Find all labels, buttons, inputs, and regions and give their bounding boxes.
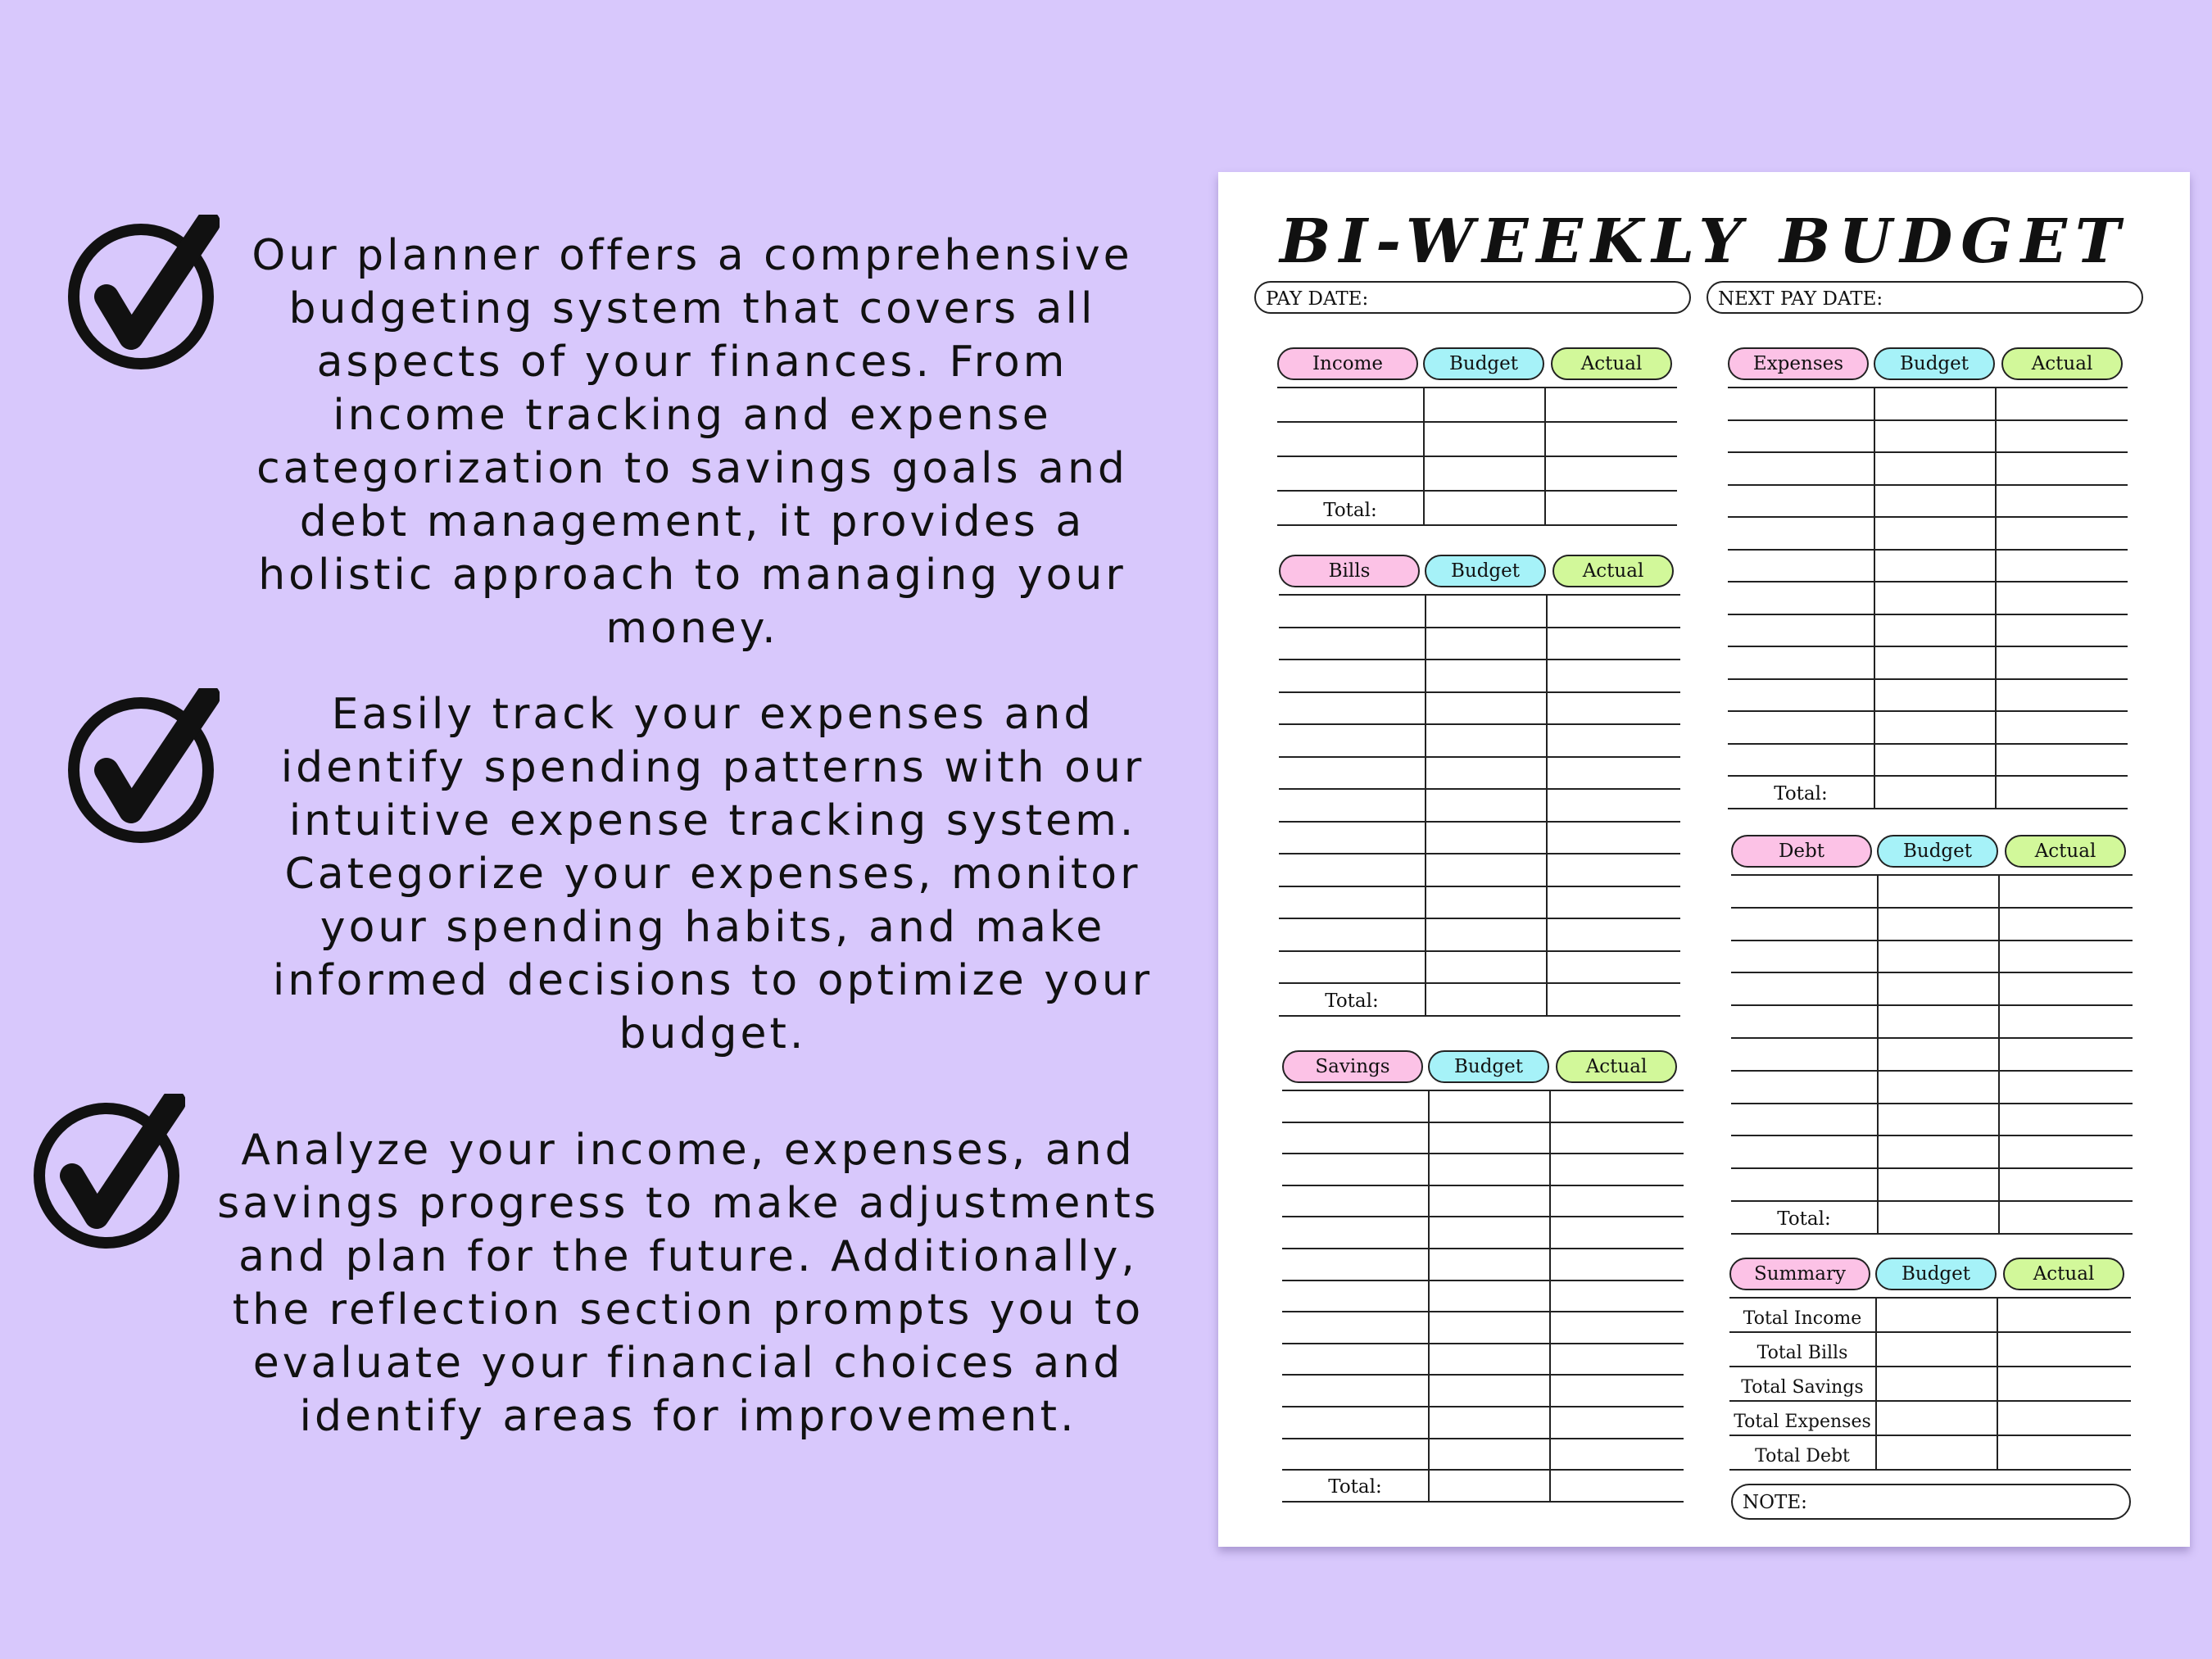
column-divider [1875,1436,1877,1469]
column-divider [1877,1136,1879,1167]
column-divider [1874,551,1875,582]
column-divider [1995,680,1997,711]
expenses-table[interactable] [1728,387,2128,809]
column-divider [1877,1104,1879,1135]
column-divider [1546,660,1548,691]
column-divider [1998,1039,2000,1070]
column-divider [1995,421,1997,452]
next-pay-date-field[interactable] [1707,281,2143,314]
column-divider [1425,758,1426,789]
column-divider [1425,887,1426,918]
table-row[interactable] [1279,693,1680,726]
column-divider [1998,909,2000,940]
summary-row[interactable] [1729,1333,2131,1367]
savings-budget-tag: Budget [1428,1050,1549,1083]
column-divider [1428,1217,1430,1248]
column-divider [1995,647,1997,678]
summary-row-label: Total Savings [1741,1377,1864,1398]
table-row[interactable] [1282,1407,1684,1439]
column-divider [1428,1154,1430,1185]
column-divider [1549,1217,1551,1248]
column-divider [1874,745,1875,776]
column-divider [1877,1202,1879,1233]
expenses-budget-tag: Budget [1874,347,1995,380]
table-row[interactable] [1731,1202,2133,1235]
column-divider [1874,388,1875,419]
table-row[interactable] [1279,854,1680,887]
table-row[interactable] [1282,1281,1684,1313]
column-divider [1995,745,1997,776]
column-divider [1997,1402,1998,1435]
column-divider [1877,973,1879,1004]
expenses-actual-tag: Actual [2001,347,2123,380]
table-row[interactable] [1728,582,2128,615]
column-divider [1428,1249,1430,1280]
column-divider [1877,941,1879,972]
column-divider [1423,492,1425,524]
summary-row[interactable] [1729,1402,2131,1436]
total-label: Total: [1323,500,1377,521]
table-row[interactable] [1282,1091,1684,1123]
column-divider [1546,952,1548,983]
column-divider [1877,876,1879,907]
pay-date-field[interactable] [1254,281,1691,314]
column-divider [1546,725,1548,756]
table-row[interactable] [1279,660,1680,693]
column-divider [1425,693,1426,724]
table-row[interactable] [1282,1471,1684,1503]
summary-row-label: Total Income [1743,1308,1862,1329]
column-divider [1425,952,1426,983]
column-divider [1428,1312,1430,1343]
column-divider [1546,823,1548,854]
table-row[interactable] [1728,680,2128,713]
column-divider [1549,1249,1551,1280]
column-divider [1546,790,1548,821]
column-divider [1546,596,1548,627]
table-row[interactable] [1279,628,1680,661]
column-divider [1998,1169,2000,1200]
column-divider [1998,1202,2000,1233]
savings-actual-tag: Actual [1556,1050,1677,1083]
column-divider [1425,984,1426,1015]
column-divider [1998,1104,2000,1135]
column-divider [1995,453,1997,484]
column-divider [1423,388,1425,421]
column-divider [1428,1376,1430,1406]
column-divider [1546,628,1548,660]
table-row[interactable] [1279,952,1680,985]
table-row[interactable] [1277,492,1677,526]
table-row[interactable] [1279,984,1680,1017]
savings-tag: Savings [1282,1050,1423,1083]
column-divider [1425,596,1426,627]
planner-title: BI-WEEKLY BUDGET [1280,206,2128,277]
summary-actual-tag: Actual [2003,1258,2124,1290]
column-divider [1546,854,1548,886]
column-divider [1997,1333,1998,1366]
column-divider [1877,1039,1879,1070]
total-label: Total: [1777,1208,1831,1230]
summary-row-label: Total Expenses [1734,1412,1871,1432]
table-row[interactable] [1731,1039,2133,1072]
column-divider [1425,823,1426,854]
table-row[interactable] [1731,876,2133,909]
table-row[interactable] [1728,551,2128,583]
column-divider [1874,582,1875,614]
column-divider [1995,712,1997,743]
column-divider [1874,518,1875,549]
budget-planner-sheet [1218,172,2190,1547]
column-divider [1544,423,1546,456]
column-divider [1875,1367,1877,1400]
column-divider [1549,1123,1551,1154]
table-row[interactable] [1731,1136,2133,1169]
income-table[interactable] [1277,387,1677,526]
column-divider [1425,790,1426,821]
column-divider [1874,486,1875,517]
table-row[interactable] [1279,790,1680,823]
summary-budget-tag: Budget [1875,1258,1997,1290]
table-row[interactable] [1282,1186,1684,1218]
table-row[interactable] [1277,388,1677,423]
table-row[interactable] [1731,941,2133,974]
column-divider [1544,492,1546,524]
column-divider [1877,1072,1879,1103]
column-divider [1546,984,1548,1015]
column-divider [1425,660,1426,691]
column-divider [1997,1299,1998,1331]
column-divider [1549,1344,1551,1375]
debt-actual-tag: Actual [2005,835,2126,868]
column-divider [1874,777,1875,808]
column-divider [1998,941,2000,972]
column-divider [1995,486,1997,517]
table-row[interactable] [1279,758,1680,791]
column-divider [1874,712,1875,743]
column-divider [1428,1407,1430,1438]
total-label: Total: [1325,990,1379,1012]
bills-budget-tag: Budget [1425,555,1546,587]
summary-row[interactable] [1729,1367,2131,1402]
pay-date-label: PAY DATE: [1266,288,1369,310]
column-divider [1546,693,1548,724]
expenses-tag: Expenses [1728,347,1869,380]
column-divider [1874,615,1875,646]
column-divider [1549,1281,1551,1312]
column-divider [1549,1376,1551,1406]
table-row[interactable] [1282,1344,1684,1376]
column-divider [1995,582,1997,614]
table-row[interactable] [1282,1154,1684,1186]
column-divider [1428,1439,1430,1470]
summary-row-label: Total Debt [1755,1446,1850,1466]
bills-actual-tag: Actual [1552,555,1674,587]
column-divider [1428,1281,1430,1312]
column-divider [1874,647,1875,678]
checkmark-circle-icon [64,688,220,844]
summary-row-label: Total Bills [1756,1343,1848,1363]
summary-tag: Summary [1729,1258,1870,1290]
summary-row[interactable] [1729,1436,2131,1471]
column-divider [1423,423,1425,456]
column-divider [1549,1439,1551,1470]
checkmark-circle-icon [29,1094,185,1249]
table-row[interactable] [1279,887,1680,920]
table-row[interactable] [1279,596,1680,628]
table-row[interactable] [1277,423,1677,457]
column-divider [1877,1006,1879,1037]
column-divider [1544,388,1546,421]
column-divider [1995,777,1997,808]
column-divider [1425,725,1426,756]
column-divider [1875,1333,1877,1366]
table-row[interactable] [1728,421,2128,454]
feature-text-2: Easily track your expenses and identify spending patterns with our intuitive expense tracking system. Categorize your expenses, monitor your spending habits, and make informed decisions to optimize your budget. [272,690,1154,1058]
column-divider [1995,615,1997,646]
column-divider [1428,1471,1430,1501]
table-row[interactable] [1282,1217,1684,1249]
total-label: Total: [1774,782,1828,805]
table-row[interactable] [1731,1169,2133,1202]
table-row[interactable] [1282,1249,1684,1281]
column-divider [1998,1072,2000,1103]
table-row[interactable] [1728,615,2128,648]
column-divider [1425,854,1426,886]
table-row[interactable] [1282,1312,1684,1344]
column-divider [1997,1367,1998,1400]
table-row[interactable] [1731,1072,2133,1104]
table-row[interactable] [1728,745,2128,777]
next-pay-date-label: NEXT PAY DATE: [1718,288,1883,310]
table-row[interactable] [1282,1376,1684,1407]
column-divider [1995,551,1997,582]
table-row[interactable] [1728,388,2128,421]
table-row[interactable] [1282,1439,1684,1471]
table-row[interactable] [1279,823,1680,855]
column-divider [1874,680,1875,711]
note-label: NOTE: [1743,1492,1807,1513]
feature-text-1: Our planner offers a comprehensive budgeting system that covers all aspects of your finances. From income tracking and expense categorization to savings goals and debt management, it provides a holistic approach to managing your money. [252,231,1133,653]
table-row[interactable] [1731,1006,2133,1039]
debt-table[interactable] [1731,874,2133,1235]
column-divider [1428,1123,1430,1154]
table-row[interactable] [1731,1104,2133,1137]
table-row[interactable] [1731,973,2133,1006]
debt-budget-tag: Budget [1877,835,1998,868]
column-divider [1549,1312,1551,1343]
bills-table[interactable] [1279,594,1680,1017]
bills-tag: Bills [1279,555,1420,587]
table-row[interactable] [1279,725,1680,758]
column-divider [1875,1402,1877,1435]
column-divider [1998,876,2000,907]
feature-text-3: Analyze your income, expenses, and savings progress to make adjustments and plan for the future. Additionally, the reflection section prompts you to evaluate your financial choices and identify areas for improvement. [217,1126,1159,1441]
column-divider [1995,518,1997,549]
column-divider [1997,1436,1998,1469]
table-row[interactable] [1728,486,2128,519]
debt-tag: Debt [1731,835,1872,868]
column-divider [1995,388,1997,419]
summary-row[interactable] [1729,1299,2131,1333]
table-row[interactable] [1282,1123,1684,1155]
table-row[interactable] [1728,647,2128,680]
table-row[interactable] [1728,518,2128,551]
income-tag: Income [1277,347,1418,380]
table-row[interactable] [1277,457,1677,492]
column-divider [1998,973,2000,1004]
income-actual-tag: Actual [1551,347,1672,380]
column-divider [1877,1169,1879,1200]
column-divider [1546,887,1548,918]
table-row[interactable] [1728,712,2128,745]
column-divider [1998,1006,2000,1037]
column-divider [1546,919,1548,950]
column-divider [1425,628,1426,660]
savings-table[interactable] [1282,1090,1684,1503]
income-budget-tag: Budget [1423,347,1544,380]
column-divider [1546,758,1548,789]
column-divider [1549,1471,1551,1501]
column-divider [1549,1407,1551,1438]
column-divider [1425,919,1426,950]
note-field[interactable] [1731,1484,2131,1520]
column-divider [1549,1186,1551,1217]
column-divider [1428,1344,1430,1375]
table-row[interactable] [1728,777,2128,809]
summary-table[interactable] [1729,1297,2131,1471]
column-divider [1549,1091,1551,1122]
column-divider [1877,909,1879,940]
column-divider [1428,1091,1430,1122]
column-divider [1549,1154,1551,1185]
total-label: Total: [1328,1475,1382,1498]
checkmark-circle-icon [64,215,220,370]
column-divider [1544,457,1546,490]
table-row[interactable] [1731,909,2133,941]
column-divider [1874,421,1875,452]
column-divider [1875,1299,1877,1331]
table-row[interactable] [1279,919,1680,952]
column-divider [1423,457,1425,490]
table-row[interactable] [1728,453,2128,486]
column-divider [1428,1186,1430,1217]
column-divider [1874,453,1875,484]
column-divider [1998,1136,2000,1167]
